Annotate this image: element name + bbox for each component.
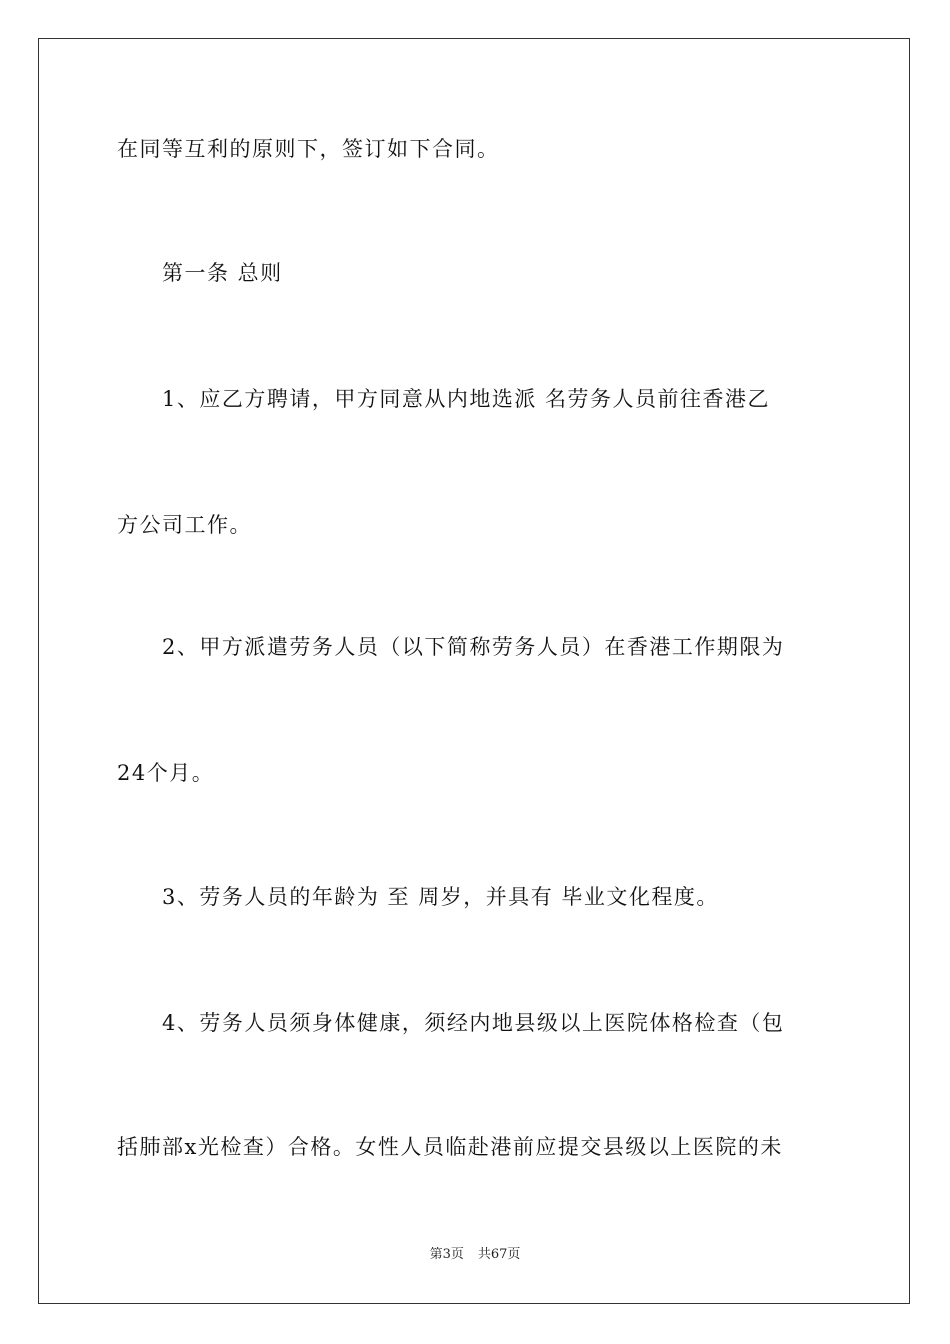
page-footer bbox=[0, 1246, 950, 1264]
text-line-clause-1: 1、应乙方聘请，甲方同意从内地选派 名劳务人员前往香港乙 bbox=[162, 387, 771, 411]
text-line-clause-3: 3、劳务人员的年龄为 至 周岁，并具有 毕业文化程度。 bbox=[162, 885, 719, 909]
text-line-clause-4-cont: 括肺部x光检查）合格。女性人员临赴港前应提交县级以上医院的未 bbox=[117, 1135, 783, 1159]
section-heading: 第一条 总则 bbox=[162, 261, 283, 285]
page-total: 共67页 bbox=[477, 1247, 521, 1262]
text-line-1: 在同等互利的原则下，签订如下合同。 bbox=[117, 137, 500, 161]
page-number: 第3页 bbox=[429, 1247, 464, 1262]
text-line-clause-2: 2、甲方派遣劳务人员（以下简称劳务人员）在香港工作期限为 bbox=[162, 635, 785, 659]
page-border bbox=[38, 38, 910, 1304]
text-line-clause-1-cont: 方公司工作。 bbox=[117, 513, 252, 537]
text-line-clause-2-cont: 24个月。 bbox=[117, 761, 215, 785]
text-line-clause-4: 4、劳务人员须身体健康，须经内地县级以上医院体格检查（包 bbox=[162, 1011, 785, 1035]
